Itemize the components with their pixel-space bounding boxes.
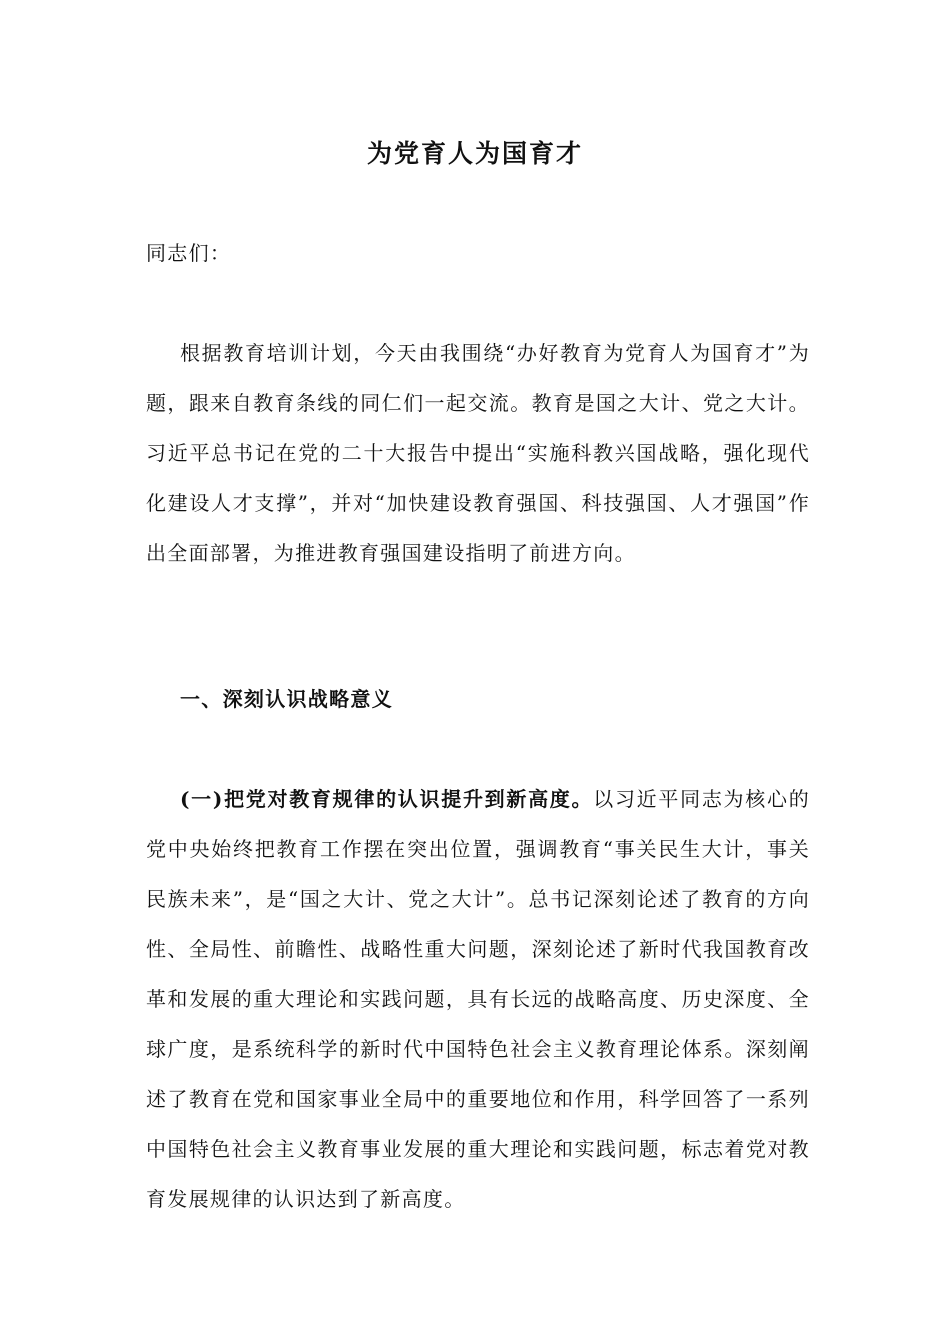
paragraph-lead-sentence: (一)把党对教育规律的认识提升到新高度。	[180, 787, 594, 811]
paragraph-body: 以习近平同志为核心的党中央始终把教育工作摆在突出位置，强调教育“事关民生大计，事关民族未来”，是“国之大计、党之大计”。总书记深刻论述了教育的方向性、全局性、前瞻性、战略性重大问题，深刻论述了新时代我国教育改革和发展的重大理论和实践问题，具有长远的战略高度、历史深度、全球广度，是系统科学的新时代中国特色社会主义教育理论体系。深刻阐述了教育在党和国家事业全局中的重要地位和作用，科学回答了一系列中国特色社会主义教育事业发展的重大理论和实践问题，标志着党对教育发展规律的认识达到了新高度。	[146, 787, 810, 1211]
intro-paragraph: 根据教育培训计划，今天由我围绕“办好教育为党育人为国育才”为题，跟来自教育条线的同仁们一起交流。教育是国之大计、党之大计。习近平总书记在党的二十大报告中提出“实施科教兴国战略，强化现代化建设人才支撑”，并对“加快建设教育强国、科技强国、人才强国”作出全面部署，为推进教育强国建设指明了前进方向。	[146, 341, 810, 565]
salutation: 同志们：	[146, 241, 232, 265]
section-paragraph	[146, 774, 810, 1224]
document-title: 为党育人为国育才	[366, 139, 583, 168]
section-heading: 一、深刻认识战略意义	[180, 687, 393, 711]
